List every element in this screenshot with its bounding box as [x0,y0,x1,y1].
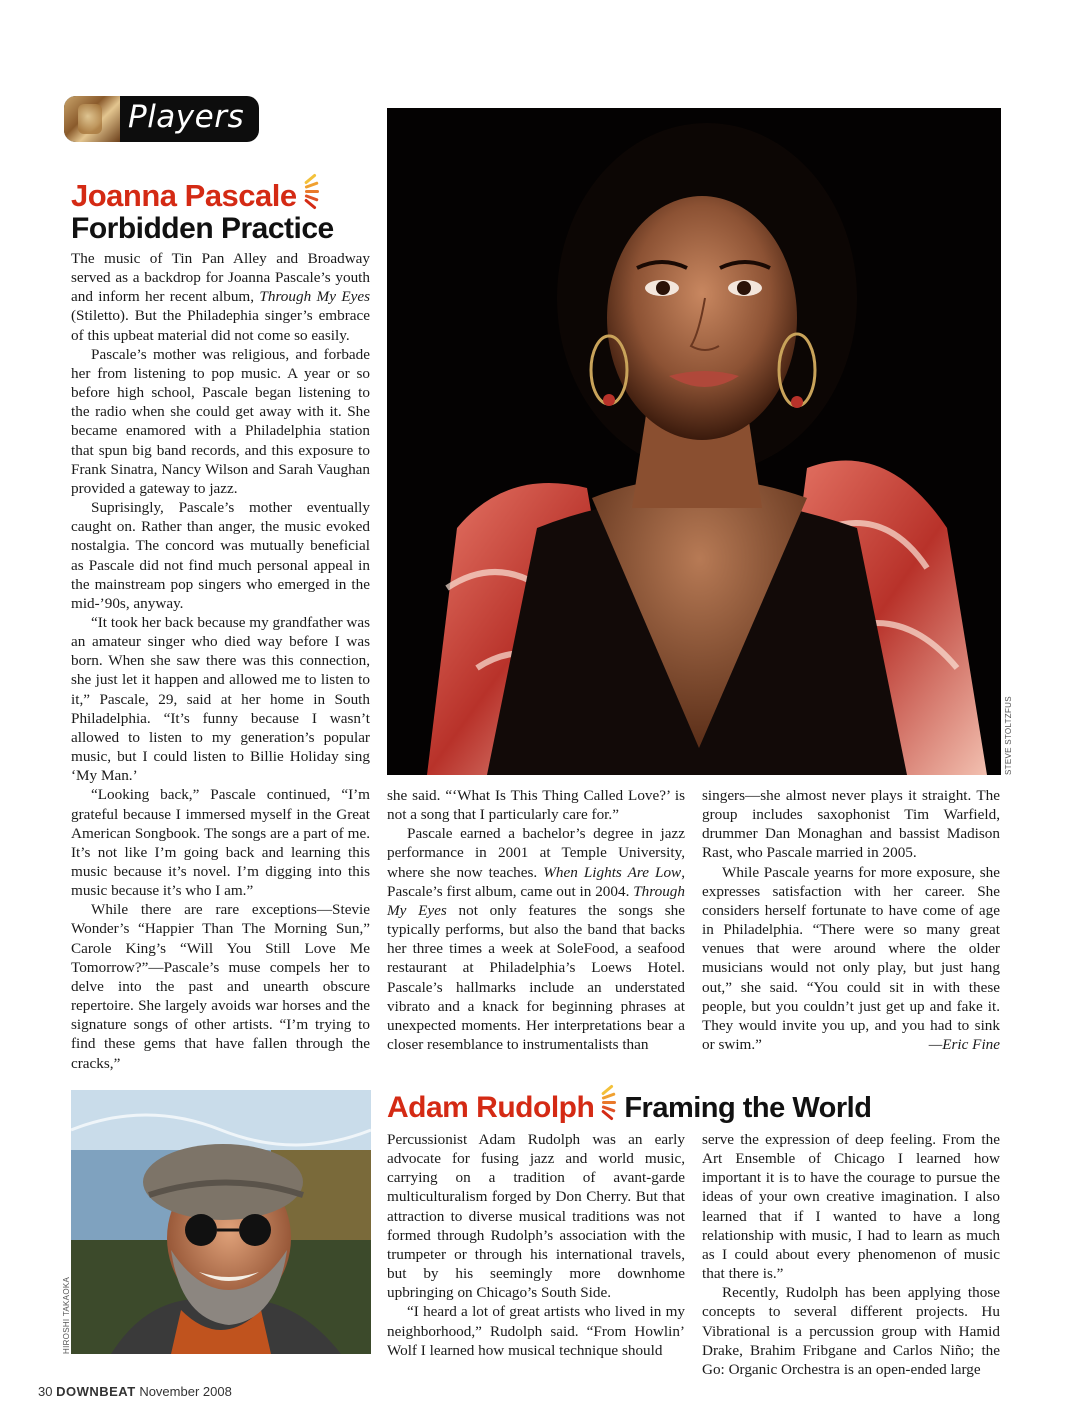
article1-photo-credit: STEVE STOLTZFUS [1004,696,1013,775]
section-badge-thumbnail [64,96,120,142]
article2-photo-credit: HIROSHI TAKAOKA [62,1276,71,1354]
article1-column-2 [387,786,685,1054]
article2-headline [387,1089,871,1131]
page-number: 30 [38,1384,53,1399]
article1-column-1 [71,249,370,1073]
fan-ornament-icon [600,1089,618,1115]
magazine-name: DOWNBEAT [56,1384,136,1399]
article1-col1-paragraphs [71,249,370,1073]
article2-column-2 [702,1130,1000,1379]
paragraph: Suprisingly, Pascale’s mother eventually caught on. Rather than anger, the music evoked nostalgia. The concord was mutually beneficial as Pascale did not find much personal appeal in the mainstream pop singers who emerged in the mid-’90s, anyway. [71,499,370,612]
section-badge [64,96,259,142]
paragraph: “It took her back because my grandfather was an amateur singer who died way before I was born. When she saw there was this connection, she just let it happen and allowed me to listen to it,” Pascale, 29, said at her home in South Philadelphia. “It’s funny because I wasn’t allowed to listen to my generation’s popular music, but I could listen to Billie Holiday sing ‘My Man.’ [71,613,370,785]
article2-col2-paragraphs [702,1130,1000,1379]
article1-subtitle: Forbidden Practice [71,212,334,245]
paragraph: While there are rare exceptions—Stevie Wonder’s “Happier Than The Morning Sun,” Carole King’s “Will You Still Love Me Tomorrow?”—Pascale’s muse compels her to delve into the past and unearth obscure repertoire. She largely avoids war horses and the signature songs of other artists. “I’m trying to find these gems that have fallen through the cracks,” [71,901,370,1072]
article2-col1-paragraphs [387,1130,685,1360]
article1-name: Joanna Pascale [71,178,297,213]
paragraph: Pascale’s mother was religious, and forbade her from listening to pop music. A year or so before high school, Pascale began listening to the radio when she could get away with it. She became enamored with a Philadelphia station that spun big band records, and this exposure to Frank Sinatra, Nancy Wilson and Sarah Vaughan provided a gateway to jazz. [71,345,370,497]
section-label: Players [128,99,245,135]
joanna-pascale-photo [387,108,1001,775]
issue-date: November 2008 [139,1384,232,1399]
article1-column-3 [702,786,1000,1054]
paragraph: Percussionist Adam Rudolph was an early advocate for fusing jazz and world music, carrying on a tradition of avant-garde multiculturalism forged by Don Cherry. But that attraction to diverse musical traditions was not formed through Rudolph’s association with the trumpeter or through his international travels, but by his seemingly more downhome upbringing on Chicago’s South Side. [387,1131,685,1302]
page-footer [38,1384,232,1399]
paragraph: While Pascale yearns for more exposure, she expresses satisfaction with her career. She considers herself fortunate to have come of age in Philadelphia. “There were so many great venues that were around where the older musicians would not only play, but just hang out,” she said. “You could sit in with these people, but you couldn’t just get up and fake it. They would invite you up, and you had to sink or swim.” [702,863,1000,1054]
article2-column-1 [387,1130,685,1360]
article1-byline: —Eric Fine [928,1036,1000,1054]
paragraph: Recently, Rudolph has been applying those concepts to several different projects. Hu Vibrational is a percussion group with Hamid Drake, Brahim Fribgane and Carlos Niño; the Go: Organic Orchestra is an open-ended large [702,1284,1000,1378]
article1-col3-paragraphs [702,786,1000,1054]
paragraph: Pascale earned a bachelor’s degree in jazz performance in 2001 at Temple University, where she now teaches. When Lights Are Low, Pascale’s first album, came out in 2004. Through My Eyes not only features the songs she typically performs, but also the band that backs her three times a week at SoleFood, a seafood restaurant at Philadelphia’s Loews Hotel. Pascale’s hallmarks include an understated vibrato and a knack for beginning phrases at unexpected moments. Her interpretations bear a closer resemblance to instrumentalists than [387,825,686,1054]
paragraph: “Looking back,” Pascale continued, “I’m grateful because I immersed myself in the Great American Songbook. The songs are a part of me. It’s not like I’m going back and learning this music because it’s novel. I’m digging into this music because it’s who I am.” [71,786,370,900]
paragraph: serve the expression of deep feeling. From the Art Ensemble of Chicago I learned how important it is to have the courage to pursue the ideas of your own creative imagination. I also learned that if I wanted to have a long relationship with music, I had to learn as much as I could about every phenomenon of music that there is.” [702,1131,1000,1283]
adam-rudolph-photo [71,1090,371,1354]
article1-name-headline [71,178,321,214]
paragraph: she said. “‘What Is This Thing Called Love?’ is not a song that I particularly care for.” [387,787,685,824]
article2-name: Adam Rudolph [387,1091,595,1124]
fan-ornament-icon [303,178,321,204]
article2-subtitle: Framing the World [624,1092,872,1124]
paragraph: The music of Tin Pan Alley and Broadway served as a backdrop for Joanna Pascale’s youth and inform her recent album, Through My Eyes (Stiletto). But the Philadephia singer’s embrace of this upbeat material did not come so easily. [71,250,370,344]
paragraph: “I heard a lot of great artists who lived in my neighborhood,” Rudolph said. “From Howlin’ Wolf I learned how musical technique should [387,1303,685,1359]
paragraph: singers—she almost never plays it straight. The group includes saxophonist Tim Warfield, drummer Dan Monaghan and bassist Madison Rast, who Pascale married in 2005. [702,787,1000,862]
article1-col2-paragraphs [387,786,685,1054]
